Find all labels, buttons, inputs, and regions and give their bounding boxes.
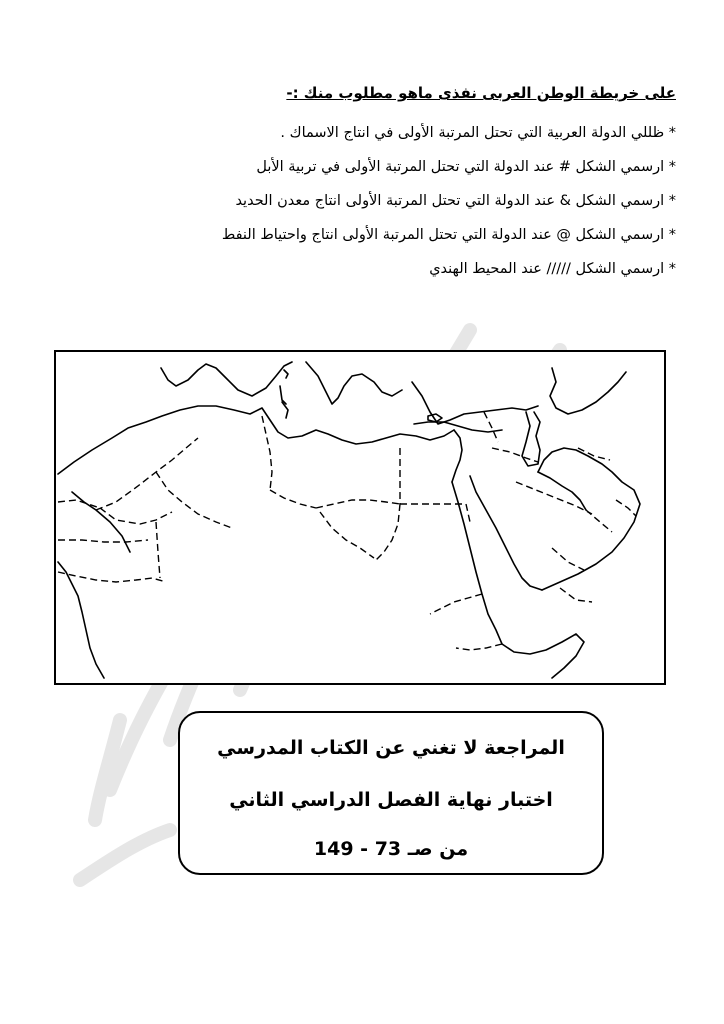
arab-world-map <box>54 350 666 685</box>
map-outline <box>56 352 664 683</box>
instruction-item: * ارسمي الشكل # عند الدولة التي تحتل المرتبة الأولى في تربية الأبل <box>256 159 676 175</box>
review-note: المراجعة لا تغني عن الكتاب المدرسي <box>217 737 565 759</box>
exam-title: اختبار نهاية الفصل الدراسي الثاني <box>229 789 553 811</box>
instruction-item: * ارسمي الشكل & عند الدولة التي تحتل المرتبة الأولى انتاج معدن الحديد <box>235 193 676 209</box>
instruction-list <box>222 116 676 286</box>
instruction-item: * ارسمي الشكل ///// عند المحيط الهندي <box>429 261 676 277</box>
instruction-item: * ارسمي الشكل @ عند الدولة التي تحتل المرتبة الأولى انتاج واحتياط النفط <box>221 227 676 243</box>
page-range: من صـ 73 - 149 <box>313 838 469 860</box>
review-notice-box <box>178 711 604 875</box>
instruction-item: * ظللي الدولة العربية التي تحتل المرتبة الأولى في انتاج الاسماك . <box>280 125 676 141</box>
worksheet-heading: على خريطة الوطن العربى نفذى ماهو مطلوب منك :- <box>286 84 676 102</box>
